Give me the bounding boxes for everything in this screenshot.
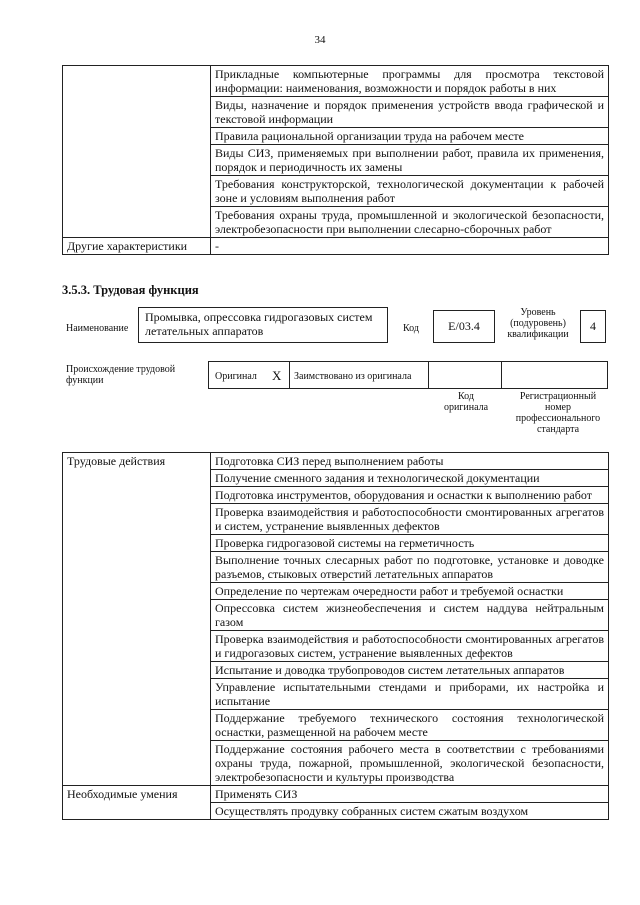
- table-cell: Виды, назначение и порядок применения устройств ввода графической и текстовой информации: [211, 97, 609, 128]
- original-label: Оригинал: [215, 371, 257, 382]
- level-value: 4: [590, 319, 596, 333]
- table-label-cell: [63, 66, 211, 238]
- knowledge-table: [62, 65, 609, 255]
- table-cell: Применять СИЗ: [211, 786, 609, 803]
- page-number: 34: [314, 34, 326, 46]
- name-label: Наименование: [66, 323, 129, 334]
- table-cell: Проверка взаимодействия и работоспособности смонтированных агрегатов и гидрогазовых систем, устранение выявленных дефектов: [211, 631, 609, 662]
- labor-function-table: [62, 452, 609, 820]
- table-label-cell: Другие характеристики: [63, 238, 211, 255]
- table-cell: Проверка взаимодействия и работоспособности смонтированных агрегатов и систем, устранение выявленных дефектов: [211, 504, 609, 535]
- table-row: [63, 66, 609, 97]
- code-label: Код: [403, 323, 419, 334]
- table-cell: Осуществлять продувку собранных систем сжатым воздухом: [211, 803, 609, 820]
- table-cell: Выполнение точных слесарных работ по подготовке, установке и доводке разъемов, стыковых отверстий летательных аппаратов: [211, 552, 609, 583]
- table-cell: Управление испытательными стендами и приборами, их настройка и испытание: [211, 679, 609, 710]
- table-cell: Прикладные компьютерные программы для просмотра текстовой информации: наименования, возможности и порядок работы в них: [211, 66, 609, 97]
- table-cell: Проверка гидрогазовой системы на герметичность: [211, 535, 609, 552]
- level-label: Уровень (подуровень) квалификации: [507, 307, 569, 340]
- code-original-label: Код оригинала: [443, 391, 489, 413]
- table-cell: -: [211, 238, 609, 255]
- table-cell: Виды СИЗ, применяемых при выполнении работ, правила их применения, порядок и периодичность их замены: [211, 145, 609, 176]
- section-label: Необходимые умения: [63, 786, 211, 820]
- name-value-box: [138, 307, 388, 343]
- section-heading: 3.5.3. Трудовая функция: [62, 283, 199, 297]
- code-value-box: [433, 310, 495, 343]
- section-label: Трудовые действия: [63, 453, 211, 786]
- table-cell: Поддержание состояния рабочего места в соответствии с требованиями охраны труда, пожарной, промышленной, экологической безопасности, электробезопасности и культуры производства: [211, 741, 609, 786]
- origin-label: Происхождение трудовой функции: [66, 364, 176, 386]
- table-cell: Подготовка инструментов, оборудования и оснастки к выполнению работ: [211, 487, 609, 504]
- name-value: Промывка, опрессовка гидрогазовых систем летательных аппаратов: [145, 310, 373, 338]
- table-cell: Определение по чертежам очередности работ и требуемой оснастки: [211, 583, 609, 600]
- table-cell: Получение сменного задания и технологической документации: [211, 470, 609, 487]
- table-cell: Подготовка СИЗ перед выполнением работы: [211, 453, 609, 470]
- level-value-box: [580, 310, 606, 343]
- reg-number-label: Регистрационный номер профессионального стандарта: [515, 391, 601, 435]
- table-cell: Поддержание требуемого технического состояния технологической оснастки, размещенной на рабочем месте: [211, 710, 609, 741]
- table-row: [63, 238, 609, 255]
- table-row: [63, 453, 609, 470]
- table-cell: Опрессовка систем жизнеобеспечения и систем наддува нейтральным газом: [211, 600, 609, 631]
- original-mark: X: [272, 368, 282, 383]
- table-cell: Требования охраны труда, промышленной и экологической безопасности, электробезопасности при выполнении слесарно-сборочных работ: [211, 207, 609, 238]
- table-cell: Требования конструкторской, технологической документации к рабочей зоне и условиям выполнения работ: [211, 176, 609, 207]
- origin-table: [208, 361, 608, 389]
- code-value: E/03.4: [448, 319, 480, 333]
- table-cell: Испытание и доводка трубопроводов систем летательных аппаратов: [211, 662, 609, 679]
- table-cell: Правила рациональной организации труда на рабочем месте: [211, 128, 609, 145]
- borrowed-label: Заимствовано из оригинала: [294, 371, 412, 382]
- table-row: [63, 786, 609, 803]
